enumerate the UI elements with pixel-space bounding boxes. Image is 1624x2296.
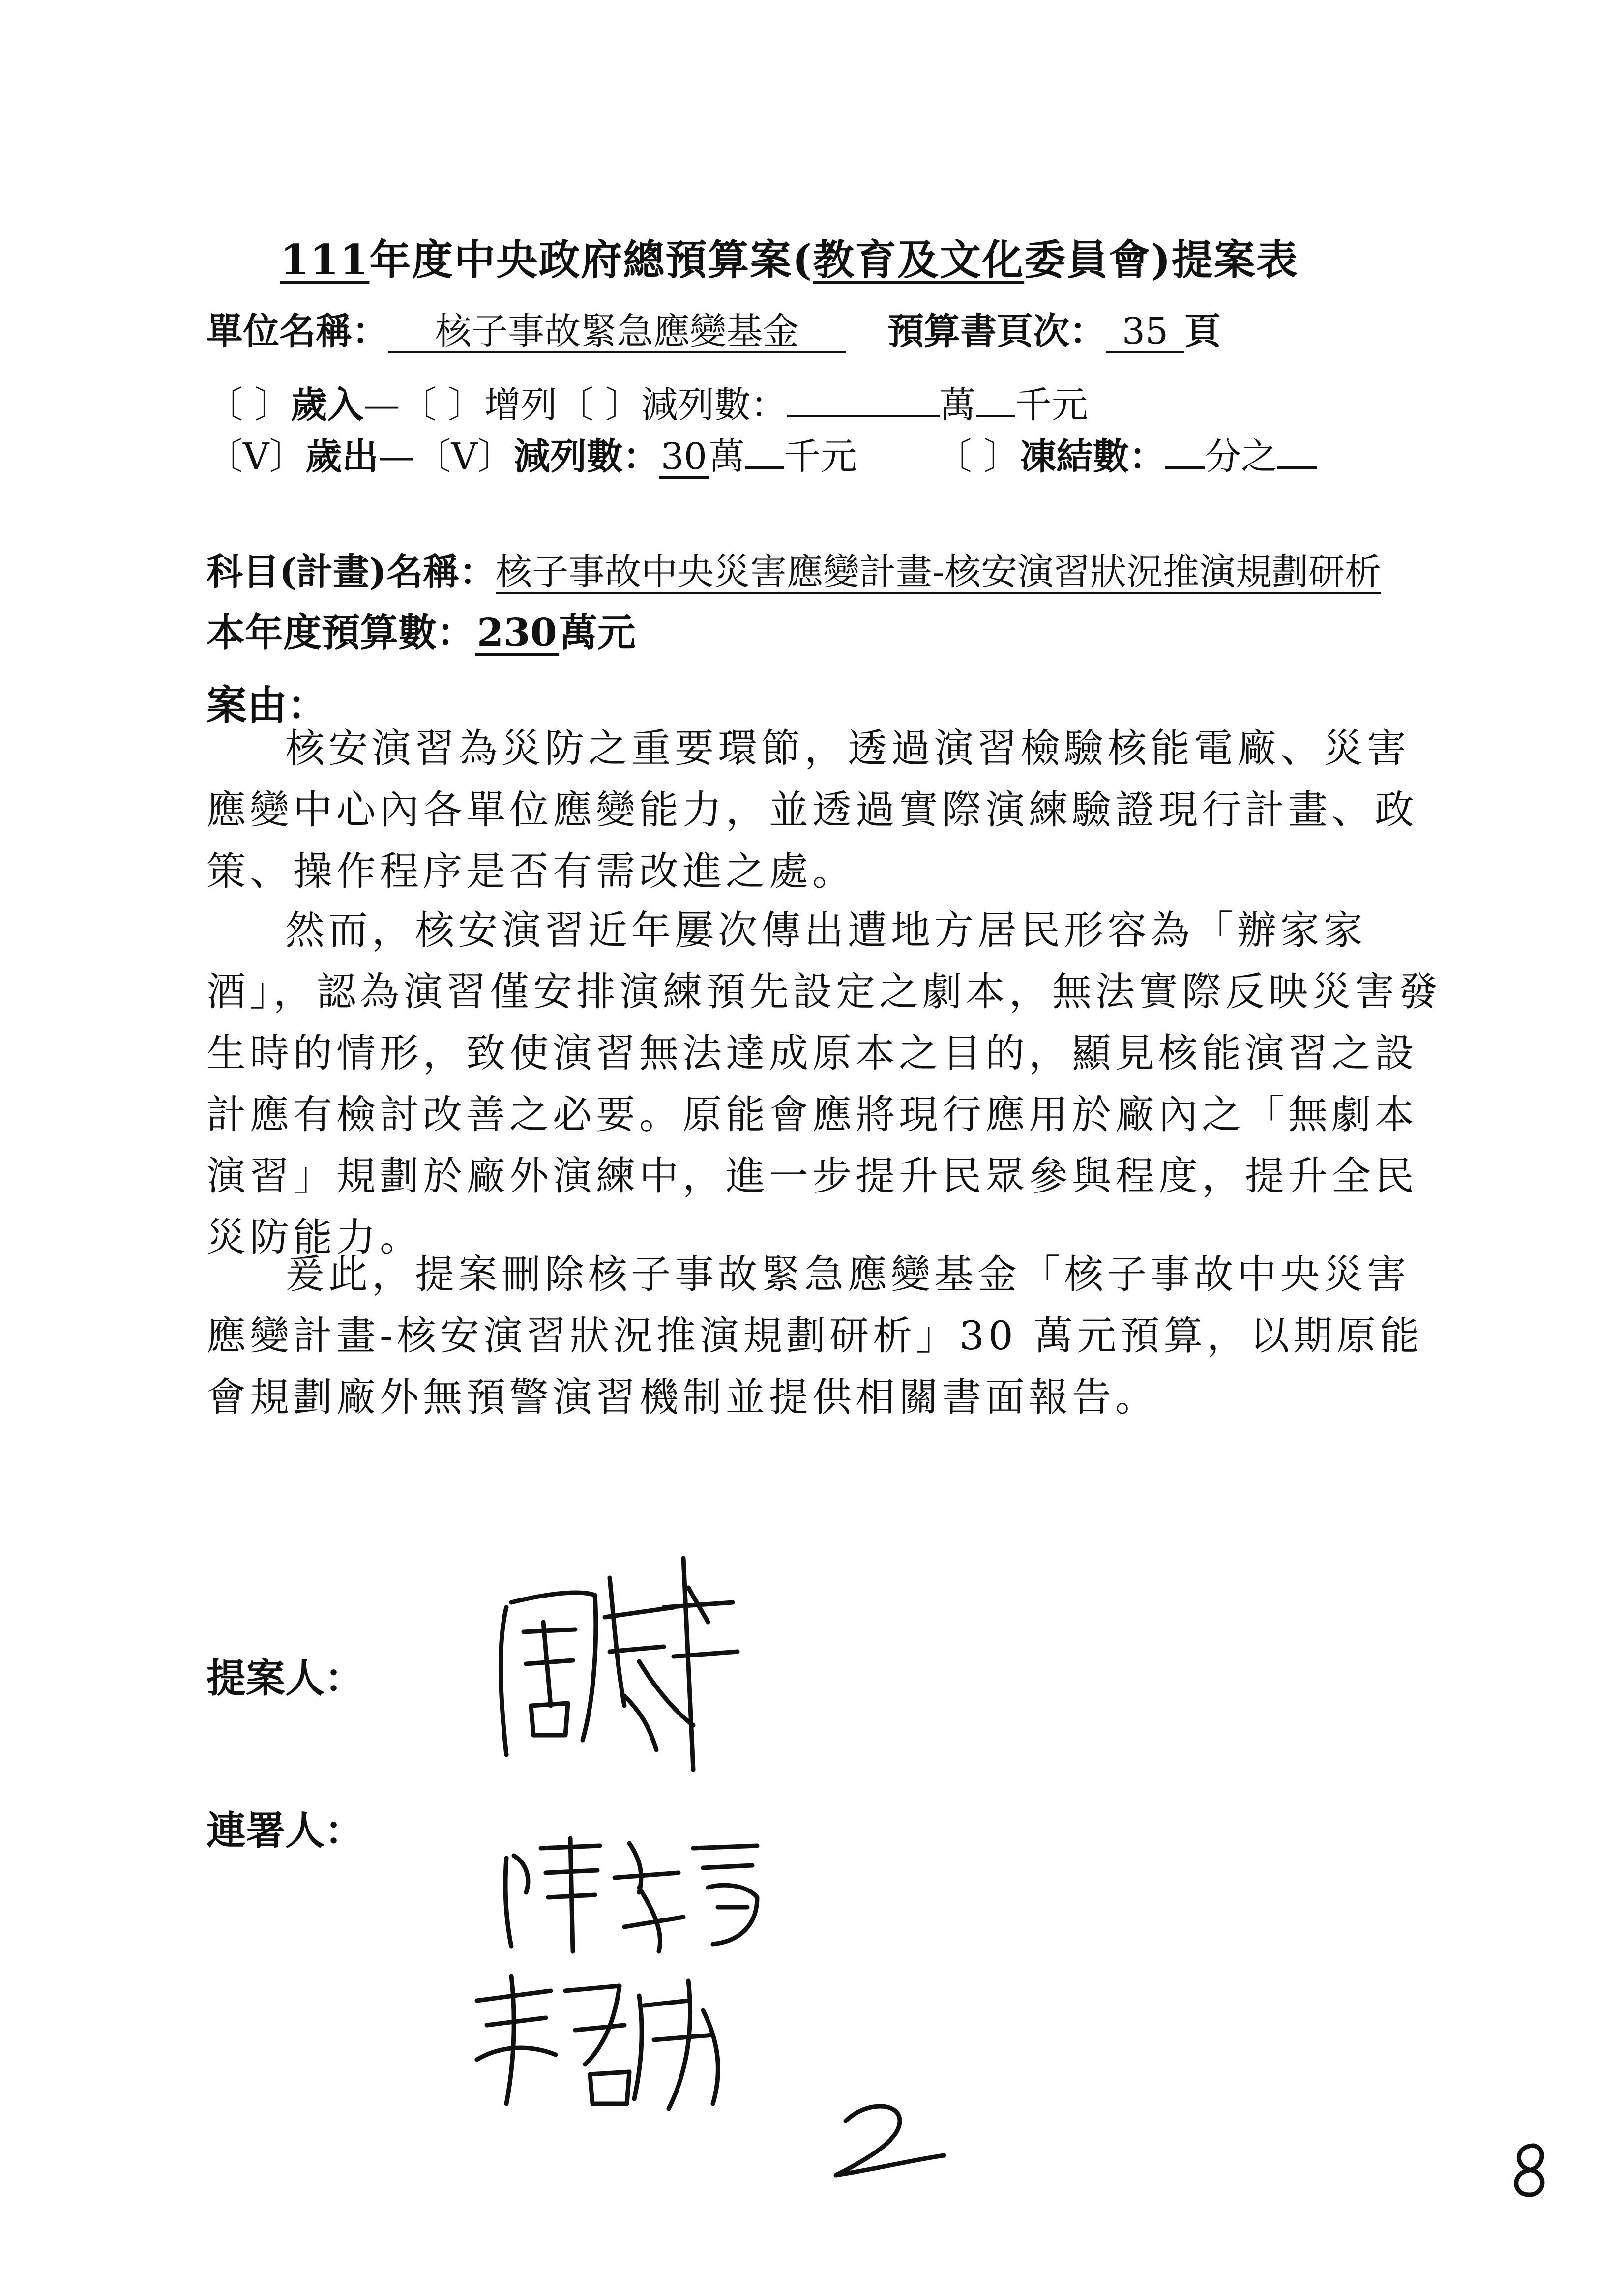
expense-amount: 30 bbox=[659, 438, 709, 479]
revenue-cut-checkbox: 〔 〕 bbox=[557, 384, 642, 426]
subject-label: 科目(計畫)名稱： bbox=[207, 551, 496, 593]
reason-paragraph-2: 然而，核安演習近年屢次傳出遭地方居民形容為「辦家家酒」，認為演習僅安排演練預先設定之劇本，無法實際反映災害發生時的情形，致使演習無法達成原本之目的，顯見核能演習之設計應有檢討改善之必要。原能會應將現行應用於廠內之「無劇本演習」規劃於廠外演練中，進一步提升民眾參與程度，提升全民災防能力。 bbox=[207, 907, 1442, 1260]
revenue-checkbox: 〔 〕 bbox=[207, 384, 291, 426]
budget-value: 230 bbox=[475, 613, 559, 656]
cosigner-label: 連署人： bbox=[207, 1807, 364, 1854]
reason-paragraph-3: 爰此，提案刪除核子事故緊急應變基金「核子事故中央災害應變計畫-核安演習狀況推演規劃研析」30 萬元預算，以期原能會規劃廠外無預警演習機制並提供相關書面報告。 bbox=[207, 1251, 1423, 1420]
unit-value: 核子事故緊急應變基金 bbox=[388, 313, 846, 353]
handwritten-page-mark bbox=[826, 2096, 954, 2185]
title-year: 111 bbox=[280, 235, 370, 284]
revenue-unit-qian: 千元 bbox=[1015, 384, 1088, 426]
revenue-label: 歲入 bbox=[291, 384, 364, 426]
unit-label: 單位名稱： bbox=[207, 310, 388, 352]
form-title bbox=[280, 227, 1299, 287]
title-committee: 教育及文化 bbox=[813, 235, 1025, 284]
revenue-cut-label: 減列數： bbox=[641, 384, 787, 426]
expense-cut-checkbox: 〔V〕 bbox=[414, 436, 514, 478]
revenue-dash: — bbox=[363, 384, 400, 426]
freeze-mid: 分之 bbox=[1205, 436, 1278, 478]
proposer-label: 提案人： bbox=[207, 1655, 364, 1701]
reason-paragraph-1: 核安演習為災防之重要環節，透過演習檢驗核能電廠、災害應變中心內各單位應變能力，並透過實際演練驗證現行計畫、政策、操作程序是否有需改進之處。 bbox=[207, 726, 1418, 894]
expense-line bbox=[207, 428, 1317, 480]
reason-heading: 案由： bbox=[207, 682, 328, 729]
revenue-line bbox=[207, 376, 1088, 428]
cosigner-signature-1 bbox=[492, 1829, 777, 1956]
cosigner-signature-2 bbox=[457, 1961, 742, 2114]
proposer-signature bbox=[477, 1548, 752, 1784]
freeze-checkbox: 〔 〕 bbox=[935, 436, 1020, 478]
freeze-label: 凍結數： bbox=[1020, 436, 1166, 478]
revenue-add-checkbox: 〔 〕 bbox=[400, 384, 485, 426]
budget-unit: 萬元 bbox=[559, 610, 636, 655]
expense-qian bbox=[745, 466, 784, 469]
page-suffix: 頁 bbox=[1184, 310, 1221, 352]
budget-label: 本年度預算數： bbox=[207, 610, 475, 655]
freeze-den bbox=[1277, 466, 1317, 469]
revenue-amount bbox=[787, 415, 940, 417]
expense-checkbox: 〔V〕 bbox=[207, 436, 306, 478]
title-post: 委員會)提案表 bbox=[1024, 235, 1299, 284]
expense-unit-qian: 千元 bbox=[784, 436, 857, 478]
unit-line bbox=[207, 302, 1221, 354]
page-label: 預算書頁次： bbox=[887, 310, 1106, 352]
revenue-add-label: 增列 bbox=[484, 384, 558, 426]
subject-value: 核子事故中央災害應變計畫-核安演習狀況推演規劃研析 bbox=[496, 551, 1382, 593]
budget-line bbox=[207, 602, 636, 657]
revenue-unit-wan: 萬 bbox=[939, 384, 976, 426]
handwritten-corner-mark bbox=[1505, 2141, 1554, 2200]
expense-dash: — bbox=[378, 436, 415, 478]
title-pre: 年度中央政府總預算案( bbox=[369, 235, 813, 284]
subject-line bbox=[207, 543, 1381, 595]
page-value: 35 bbox=[1106, 313, 1184, 353]
expense-unit-wan: 萬 bbox=[708, 436, 745, 478]
expense-label: 歲出 bbox=[305, 436, 379, 478]
freeze-num bbox=[1165, 466, 1205, 469]
expense-cut-label: 減列數： bbox=[513, 436, 659, 478]
revenue-qian bbox=[976, 415, 1015, 417]
